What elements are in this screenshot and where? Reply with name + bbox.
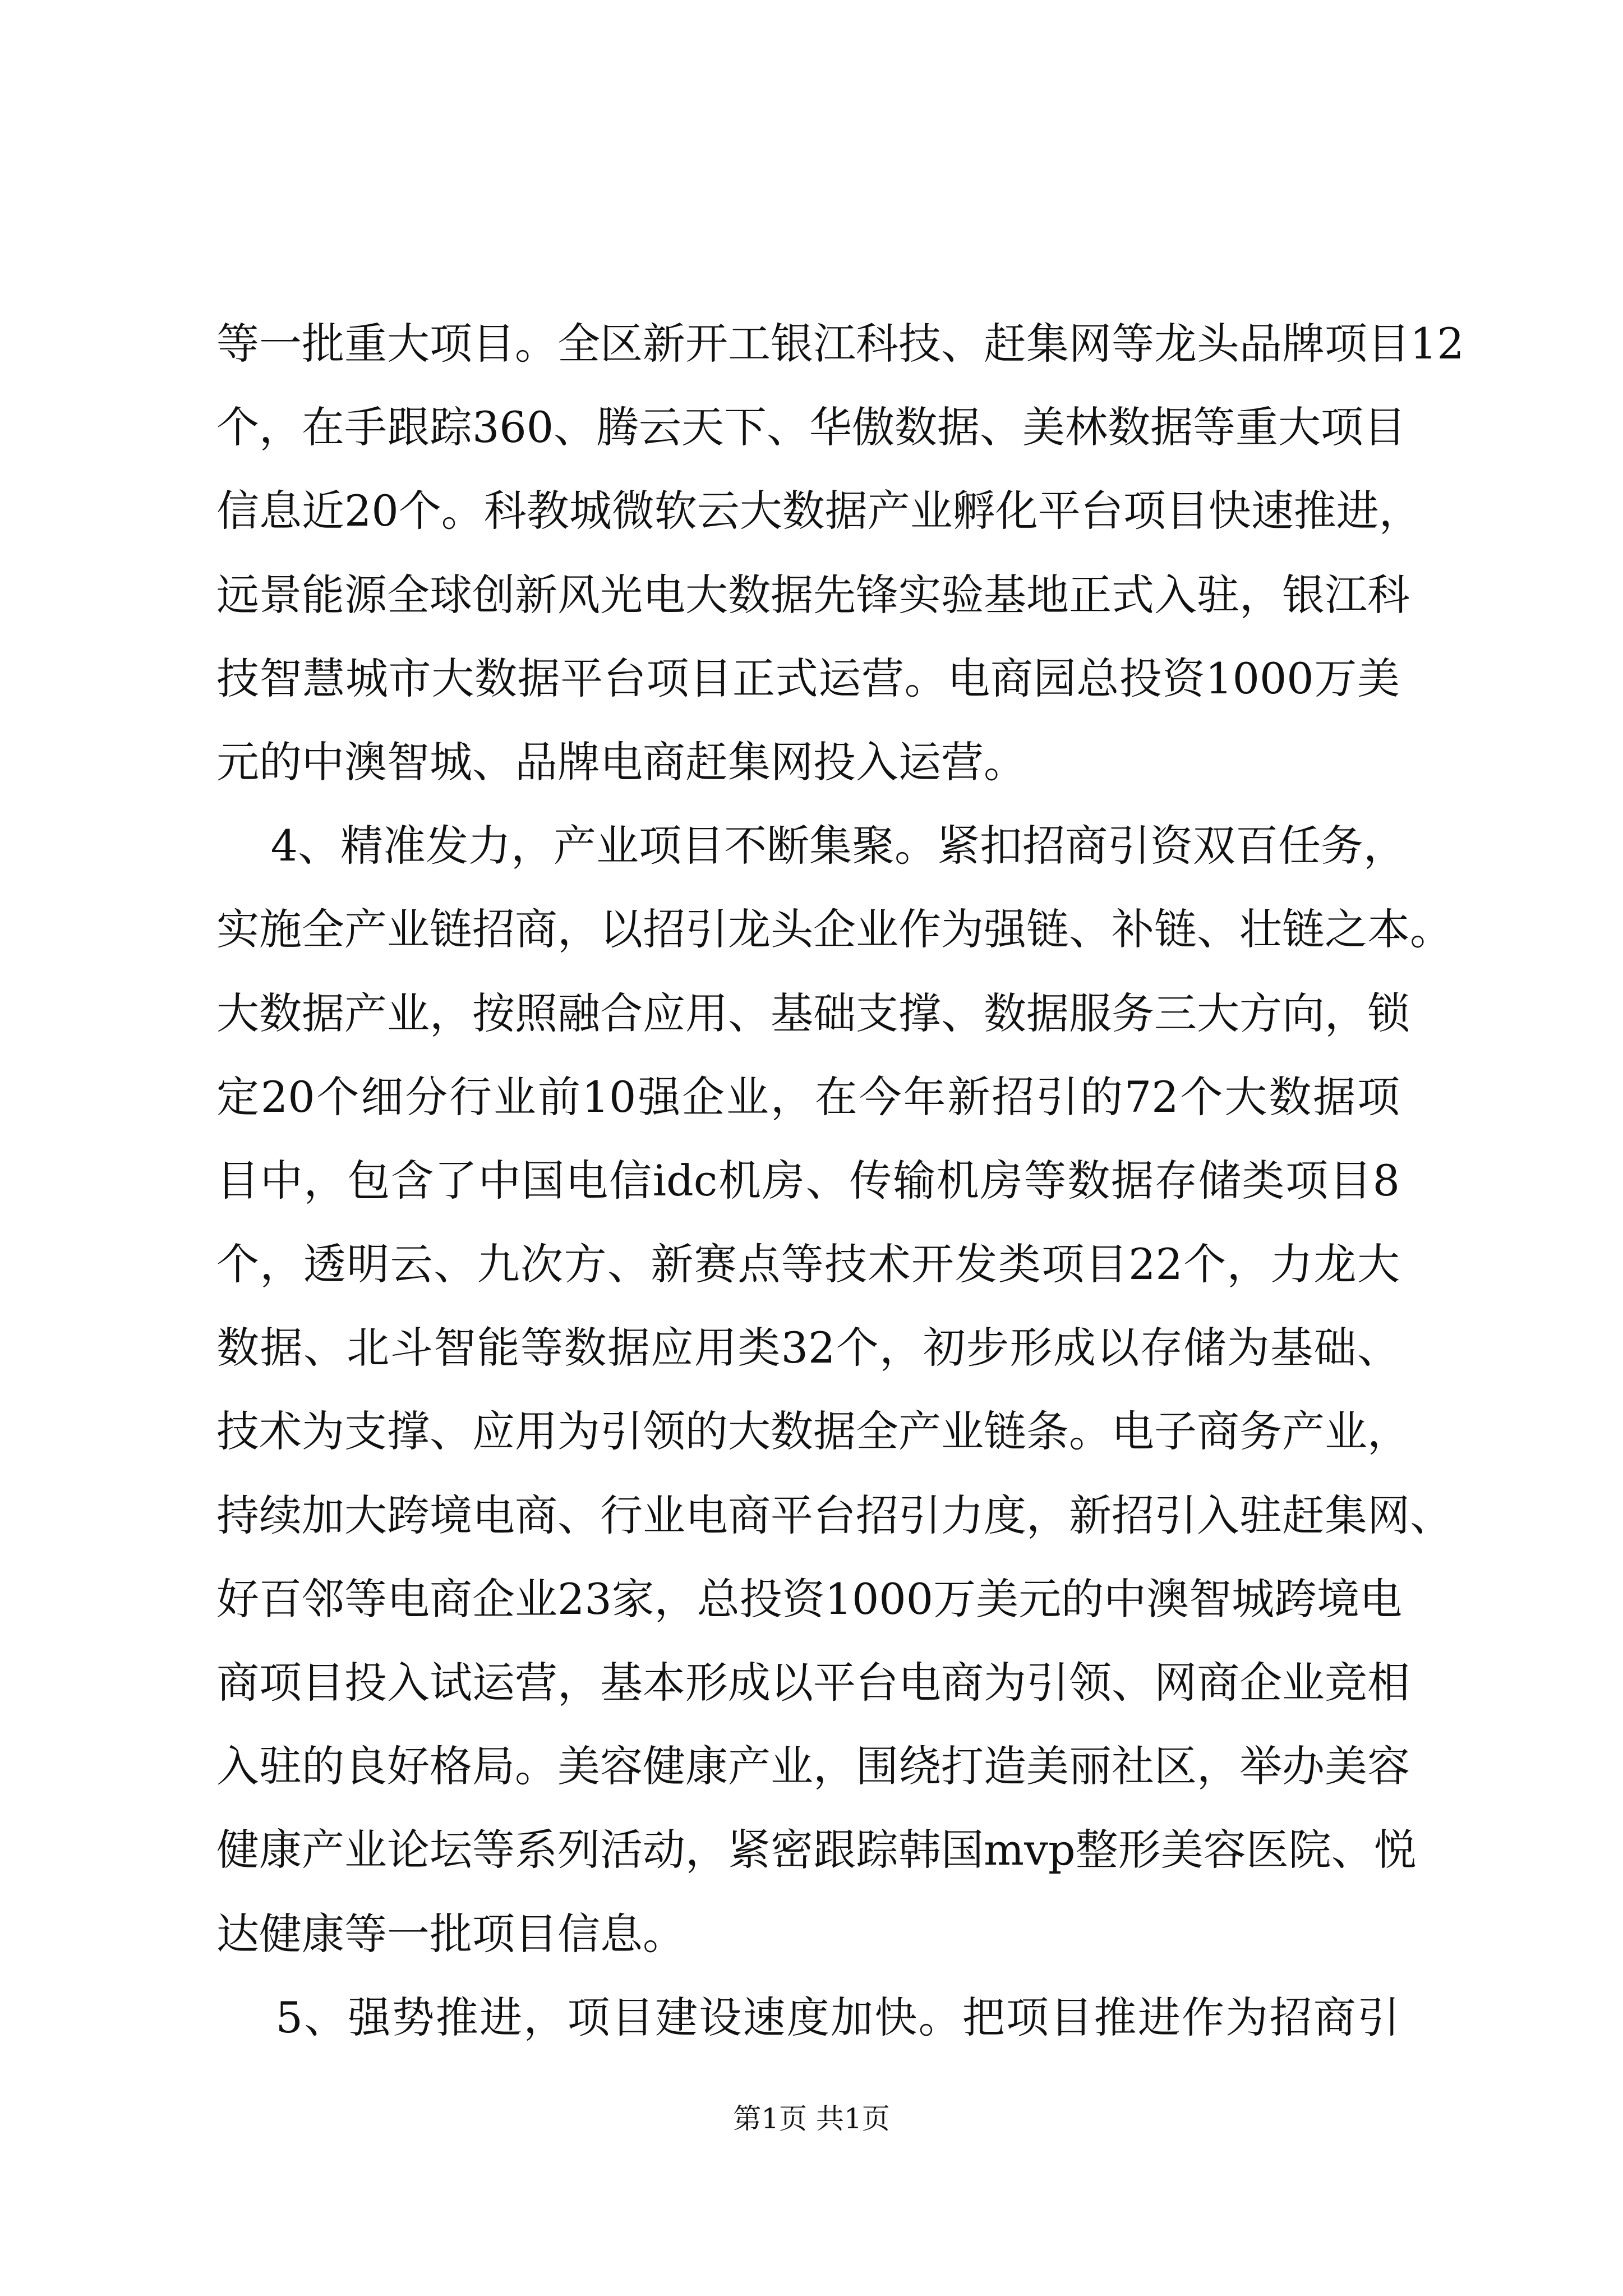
text-line: 技术为支撑、应用为引领的大数据全产业链条。电子商务产业， [216,1406,1410,1457]
text-line: 信息近20个。科教城微软云大数据产业孵化平台项目快速推进， [216,486,1422,536]
text-line: 4、精准发力，产业项目不断集聚。紧扣招商引资双百任务， [216,821,1406,871]
text-line: 好百邻等电商企业23家，总投资1000万美元的中澳智城跨境电 [216,1573,1403,1624]
text-line: 健康产业论坛等系列活动，紧密跟踪韩国mvp整形美容医院、悦 [216,1825,1417,1875]
text-line: 达健康等一批项目信息。 [216,1908,685,1959]
text-line: 5、强势推进，项目建设速度加快。把项目推进作为招商引 [216,1992,1400,2042]
page-footer: 第1页 共1页 [733,2102,890,2135]
text-line: 个，透明云、九次方、新赛点等技术开发类项目22个，力龙大 [216,1239,1400,1290]
document-body [216,302,1464,2059]
text-line: 个，在手跟踪360、腾云天下、华傲数据、美林数据等重大项目 [216,402,1407,453]
text-line: 持续加大跨境电商、行业电商平台招引力度，新招引入驻赶集网、 [216,1490,1453,1540]
text-line: 数据、北斗智能等数据应用类32个，初步形成以存储为基础、 [216,1323,1400,1373]
text-line: 商项目投入试运营，基本形成以平台电商为引领、网商企业竞相 [216,1658,1410,1708]
text-line: 技智慧城市大数据平台项目正式运营。电商园总投资1000万美 [216,653,1400,703]
text-line: 定20个细分行业前10强企业，在今年新招引的72个大数据项 [216,1071,1400,1122]
text-line: 远景能源全球创新风光电大数据先锋实验基地正式入驻，银江科 [216,569,1410,620]
text-line: 实施全产业链招商，以招引龙头企业作为强链、补链、壮链之本。 [216,904,1453,955]
text-line: 大数据产业，按照融合应用、基础支撑、数据服务三大方向，锁 [216,988,1410,1038]
text-line: 等一批重大项目。全区新开工银江科技、赶集网等龙头品牌项目12 [216,319,1464,369]
text-line: 目中，包含了中国电信idc机房、传输机房等数据存储类项目8 [216,1155,1400,1205]
text-line: 元的中澳智城、品牌电商赶集网投入运营。 [216,737,1026,787]
text-line: 入驻的良好格局。美容健康产业，围绕打造美丽社区，举办美容 [216,1741,1410,1792]
